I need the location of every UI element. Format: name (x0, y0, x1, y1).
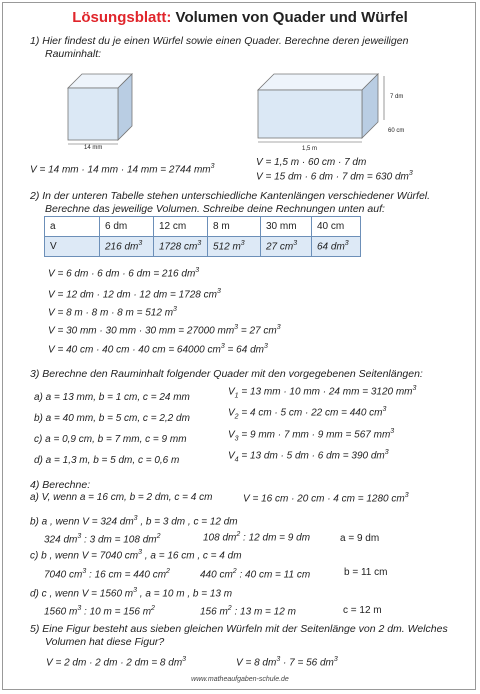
box-result-2: V = 15 dm · 6 dm · 7 dm = 630 $dm^3$ (256, 170, 413, 183)
q4-c-answer: b = 11 cm (344, 567, 388, 578)
q4-heading: 4) Berechne: (30, 479, 91, 491)
q5-result-2: V = 8 $dm^3 \cdot 7 = 56$ $dm^3$ (236, 656, 338, 669)
table-value-cell: 27 $cm^3$ (261, 237, 312, 257)
q4-c-step2: 440 $cm^2$ : 40 cm = 11 cm (200, 568, 311, 581)
q3-result-1: $V_1 = 13$ mm · 10 mm · 24 mm = 3120 $mm^3$ (228, 385, 417, 400)
q4-b-step1: 324 $dm^3$ : 3 dm = 108 $dm^2$ (44, 533, 161, 546)
box-figure (250, 68, 390, 148)
table-header-cell: 40 cm (312, 217, 361, 237)
q2-calc-4: V = 30 mm · 30 mm · 30 mm = 27000 $mm^3 = 27$ $cm^3$ (48, 324, 281, 337)
q4-c-step1: 7040 $cm^3$ : 16 cm = 440 $cm^2$ (44, 568, 170, 581)
q4-d-step2: 156 $m^2$ : 13 m = 12 m (200, 605, 296, 618)
q4-b-answer: a = 9 dm (340, 533, 380, 544)
q3-item-d: d) a = 1,3 m, b = 5 dm, c = 0,6 m (34, 455, 180, 466)
table-header-cell: 12 cm (154, 217, 208, 237)
q5-line1: 5) Eine Figur besteht aus sieben gleichen Würfeln mit der Seitenlänge von 2 dm. Welches (30, 623, 448, 635)
q3-heading: 3) Berechne den Rauminhalt folgender Quader mit den vorgegebenen Seitenlängen: (30, 368, 423, 380)
q3-result-4: $V_4 = 13$ dm · 5 dm · 6 dm = 390 $dm^3$ (228, 449, 389, 464)
box-result-1: V = 1,5 m · 60 cm · 7 dm (256, 157, 367, 168)
q4-a-task: a) V, wenn a = 16 cm, b = 2 dm, c = 4 cm (30, 492, 213, 503)
q3-item-a: a) a = 13 mm, b = 1 cm, c = 24 mm (34, 392, 190, 403)
q4-b-task: b) a , wenn V = 324 $dm^3$ , b = 3 dm , c = 12 dm (30, 515, 238, 528)
q4-d-step1: 1560 $m^3$ : 10 m = 156 $m^2$ (44, 605, 155, 618)
q1-line2: Rauminhalt: (45, 48, 102, 60)
table-value-cell: 1728 $cm^3$ (154, 237, 208, 257)
table-header-cell: 6 dm (100, 217, 154, 237)
q2-calc-3: V = 8 m · 8 m · 8 m = 512 $m^3$ (48, 306, 177, 319)
table-header-cell: 30 mm (261, 217, 312, 237)
q4-b-step2: 108 $dm^2$ : 12 dm = 9 dm (203, 531, 311, 544)
title-main: Volumen von Quader und Würfel (175, 9, 408, 26)
footer-url: www.matheaufgaben-schule.de (191, 676, 289, 683)
q2-line1: 2) In der unteren Tabelle stehen unterschiedliche Kantenlängen verschiedener Würfel. (30, 190, 431, 202)
q3-item-c: c) a = 0,9 cm, b = 7 mm, c = 9 mm (34, 434, 187, 445)
q4-d-answer: c = 12 m (343, 605, 382, 616)
page-title (0, 9, 480, 26)
box-depth-label: 60 cm (388, 128, 405, 134)
table-value-cell: 64 $dm^3$ (312, 237, 361, 257)
cube-table (44, 216, 361, 257)
cube-edge-label: 14 mm (84, 145, 103, 151)
q5-result-1: V = 2 dm · 2 dm · 2 dm = 8 $dm^3$ (46, 656, 187, 669)
table-value-cell: V (45, 237, 100, 257)
q2-line2: Berechne das jeweilige Volumen. Schreibe deine Rechnungen unten auf: (45, 203, 385, 215)
q2-calc-2: V = 12 dm · 12 dm · 12 dm = 1728 $cm^3$ (48, 288, 221, 301)
q2-calc-1: V = 6 dm · 6 dm · 6 dm = 216 $dm^3$ (48, 267, 200, 280)
box-height-label: 7 dm (390, 94, 404, 100)
q3-item-b: b) a = 40 mm, b = 5 cm, c = 2,2 dm (34, 413, 190, 424)
q3-result-3: $V_3 = 9$ mm · 7 mm · 9 mm = 567 $mm^3$ (228, 428, 395, 443)
table-value-cell: 512 $m^3$ (208, 237, 261, 257)
q3-result-2: $V_2 = 4$ cm · 5 cm · 22 cm = 440 $cm^3$ (228, 406, 387, 421)
box-length-label: 1,5 m (302, 146, 318, 152)
q2-calc-5: V = 40 cm · 40 cm · 40 cm = 64000 $cm^3 = 64$ $dm^3$ (48, 343, 268, 356)
q4-d-task: d) c , wenn V = 1560 $m^3$ , a = 10 m , b = 13 m (30, 587, 233, 600)
q5-line2: Volumen hat diese Figur? (45, 636, 165, 648)
cube-result: V = 14 mm · 14 mm · 14 mm = 2744 $mm^3$ (30, 163, 215, 176)
q1-line1: 1) Hier findest du je einen Würfel sowie einen Quader. Berechne deren jeweiligen (30, 35, 409, 47)
q4-a-result: V = 16 cm · 20 cm · 4 cm = 1280 $cm^3$ (243, 492, 409, 505)
q4-c-task: c) b , wenn V = 7040 $cm^3$ , a = 16 cm , c = 4 dm (30, 549, 242, 562)
table-header-cell: 8 m (208, 217, 261, 237)
cube-figure (60, 68, 160, 156)
title-prefix: Lösungsblatt: (72, 9, 172, 26)
table-value-cell: 216 $dm^3$ (100, 237, 154, 257)
table-header-cell: a (45, 217, 100, 237)
